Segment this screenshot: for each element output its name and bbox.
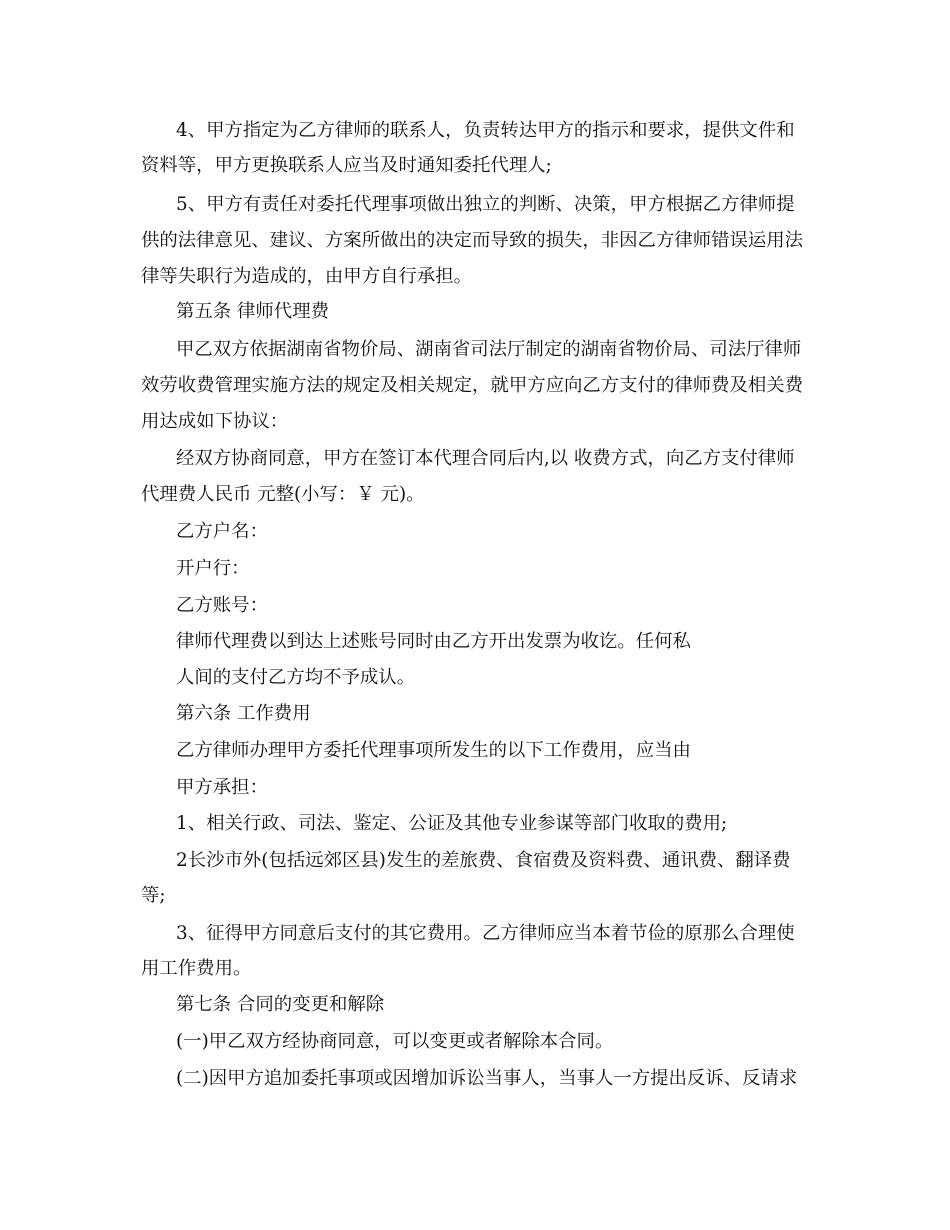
account-name-label: 乙方户名：	[176, 521, 268, 542]
fee-agreement-line-2: 代理费人民币 元整(小写：￥ 元)。	[141, 484, 425, 505]
article-7-item-2: (二)因甲方追加委托事项或因增加诉讼当事人，当事人一方提出反诉、反请求	[176, 1068, 798, 1089]
fee-agreement-line-1: 经双方协商同意，甲方在签订本代理合同后内,以 收费方式，向乙方支付律师	[176, 448, 795, 469]
article-7-item-1: (一)甲乙双方经协商同意，可以变更或者解除本合同。	[176, 1031, 614, 1052]
clause-5-line-3: 律等失职行为造成的，由甲方自行承担。	[141, 266, 473, 287]
article-5-para-line-2: 效劳收费管理实施方法的规定及相关规定，就甲方应向乙方支付的律师费及相关费	[141, 375, 804, 396]
expense-item-2-line-2: 等;	[141, 885, 166, 906]
clause-4-line-2: 资料等，甲方更换联系人应当及时通知委托代理人;	[141, 155, 552, 176]
clause-5-line-1: 5、甲方有责任对委托代理事项做出独立的判断、决策，甲方根据乙方律师提	[176, 194, 795, 215]
account-number-label: 乙方账号：	[176, 595, 268, 616]
expense-item-3-line-1: 3、征得甲方同意后支付的其它费用。乙方律师应当本着节俭的原那么合理使	[176, 923, 795, 944]
article-6-para-line-1: 乙方律师办理甲方委托代理事项所发生的以下工作费用，应当由	[176, 740, 691, 761]
article-6-para-line-2: 甲方承担：	[176, 777, 268, 798]
receipt-line-1: 律师代理费以到达上述账号同时由乙方开出发票为收讫。任何私	[176, 631, 691, 652]
expense-item-3-line-2: 用工作费用。	[141, 958, 252, 979]
article-7-heading: 第七条 合同的变更和解除	[176, 994, 385, 1015]
article-5-para-line-3: 用达成如下协议：	[141, 411, 289, 432]
article-5-heading: 第五条 律师代理费	[176, 301, 329, 322]
article-6-heading: 第六条 工作费用	[176, 703, 311, 724]
expense-item-2-line-1: 2长沙市外(包括远郊区县)发生的差旅费、食宿费及资料费、通讯费、翻译费	[176, 850, 791, 871]
expense-item-1: 1、相关行政、司法、鉴定、公证及其他专业参谋等部门收取的费用;	[176, 813, 728, 834]
receipt-line-2: 人间的支付乙方均不予成认。	[176, 667, 416, 688]
clause-5-line-2: 供的法律意见、建议、方案所做出的决定而导致的损失，非因乙方律师错误运用法	[141, 230, 804, 251]
clause-4-line-1: 4、甲方指定为乙方律师的联系人，负责转达甲方的指示和要求，提供文件和	[176, 120, 795, 141]
article-5-para-line-1: 甲乙双方依据湖南省物价局、湖南省司法厅制定的湖南省物价局、司法厅律师	[176, 339, 802, 360]
bank-label: 开户行：	[176, 558, 250, 579]
